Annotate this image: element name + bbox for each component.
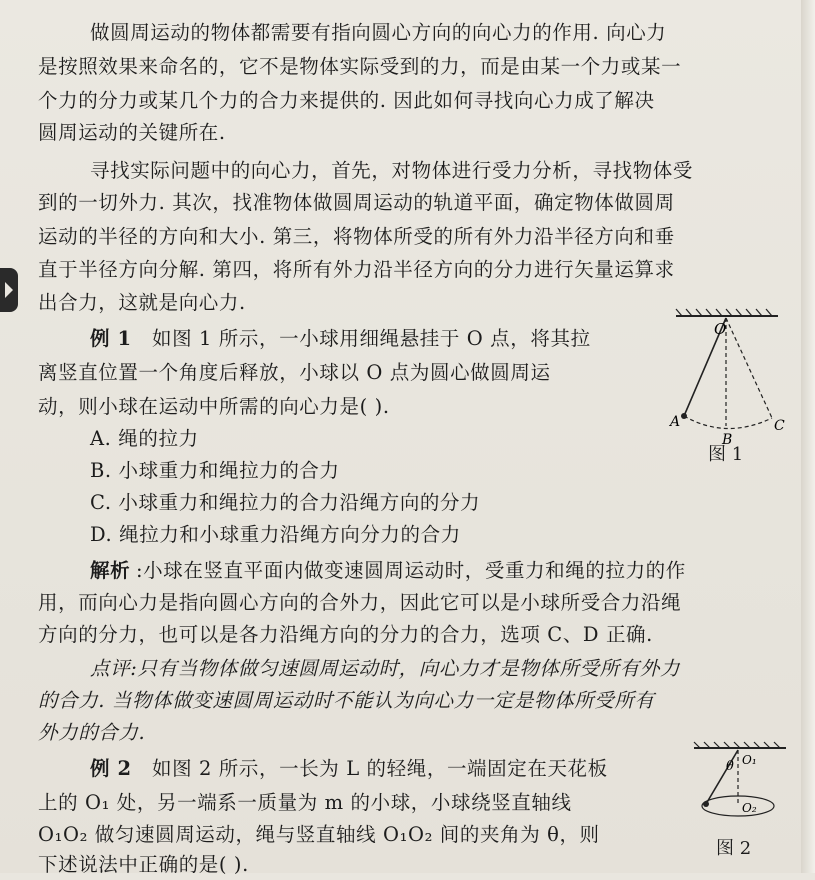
paragraph2-line: 到的一切外力. 其次，找准物体做圆周运动的轨道平面，确定物体做圆周 bbox=[38, 191, 675, 214]
figure-2-conical-pendulum bbox=[690, 740, 790, 840]
option-c: C. 小球重力和绳拉力的合力沿绳方向的分力 bbox=[90, 491, 481, 514]
analysis-line: 方向的分力，也可以是各力沿绳方向的分力的合力，选项 C、D 正确. bbox=[38, 623, 653, 646]
paragraph2-line: 寻找实际问题中的向心力，首先，对物体进行受力分析，寻找物体受 bbox=[90, 159, 694, 182]
paragraph2-line: 直于半径方向分解. 第四，将所有外力沿半径方向的分力进行矢量运算求 bbox=[38, 258, 675, 281]
example2-label: 例 2 bbox=[90, 757, 132, 780]
label-a: A bbox=[670, 414, 681, 430]
example1-line: 如图 1 所示，一小球用细绳悬挂于 O 点，将其拉 bbox=[152, 327, 591, 350]
paragraph1-line: 圆周运动的关键所在. bbox=[38, 121, 226, 144]
comment-line: 的合力. 当物体做变速圆周运动时不能认为向心力一定是物体所受所有 bbox=[38, 689, 655, 712]
example1-line: 离竖直位置一个角度后释放，小球以 O 点为圆心做圆周运 bbox=[38, 361, 551, 384]
analysis-line: 用，而向心力是指向圆心方向的合外力，因此它可以是小球所受合力沿绳 bbox=[38, 591, 682, 614]
label-b: B bbox=[722, 432, 733, 446]
label-o: O bbox=[714, 320, 727, 338]
option-a: A. 绳的拉力 bbox=[90, 427, 199, 450]
label-c: C bbox=[774, 418, 785, 434]
paragraph1-line: 是按照效果来命名的，它不是物体实际受到的力，而是由某一个力或某一 bbox=[38, 55, 682, 78]
analysis-label: 解析 bbox=[90, 559, 131, 582]
paragraph1-line: 个力的分力或某几个力的合力来提供的. 因此如何寻找向心力成了解决 bbox=[38, 89, 655, 112]
example2-line: 如图 2 所示，一长为 L 的轻绳，一端固定在天花板 bbox=[152, 757, 608, 780]
analysis-line: :小球在竖直平面内做变速圆周运动时，受重力和绳的拉力的作 bbox=[136, 559, 686, 582]
example1-label: 例 1 bbox=[90, 327, 132, 350]
paragraph2-line: 运动的半径的方向和大小. 第三，将物体所受的所有外力沿半径方向和垂 bbox=[38, 225, 675, 248]
option-d: D. 绳拉力和小球重力沿绳方向分力的合力 bbox=[90, 523, 461, 546]
example2-line: O₁O₂ 做匀速圆周运动，绳与竖直轴线 O₁O₂ 间的夹角为 θ，则 bbox=[38, 823, 600, 846]
comment-line: 点评:只有当物体做匀速圆周运动时，向心力才是物体所受所有外力 bbox=[90, 657, 681, 680]
example2-line: 上的 O₁ 处，另一端系一质量为 m 的小球，小球绕竖直轴线 bbox=[38, 791, 572, 814]
label-o1: O₁ bbox=[742, 753, 757, 767]
paragraph2-line: 出合力，这就是向心力. bbox=[38, 291, 246, 314]
paragraph1-line: 做圆周运动的物体都需要有指向圆心方向的向心力的作用. 向心力 bbox=[90, 21, 667, 44]
label-theta: θ bbox=[726, 759, 734, 774]
figure-1-pendulum bbox=[668, 306, 788, 446]
figure-2-caption: 图 2 bbox=[716, 838, 752, 859]
comment-line: 外力的合力. bbox=[38, 721, 146, 744]
option-b: B. 小球重力和绳拉力的合力 bbox=[90, 459, 340, 482]
page-tab-marker bbox=[0, 268, 18, 312]
example2-line: 下述说法中正确的是( ). bbox=[38, 853, 249, 876]
label-o2: O₂ bbox=[742, 801, 757, 815]
page-edge bbox=[801, 0, 815, 873]
example1-line: 动，则小球在运动中所需的向心力是( ). bbox=[38, 395, 390, 418]
figure-1-caption: 图 1 bbox=[708, 444, 744, 465]
